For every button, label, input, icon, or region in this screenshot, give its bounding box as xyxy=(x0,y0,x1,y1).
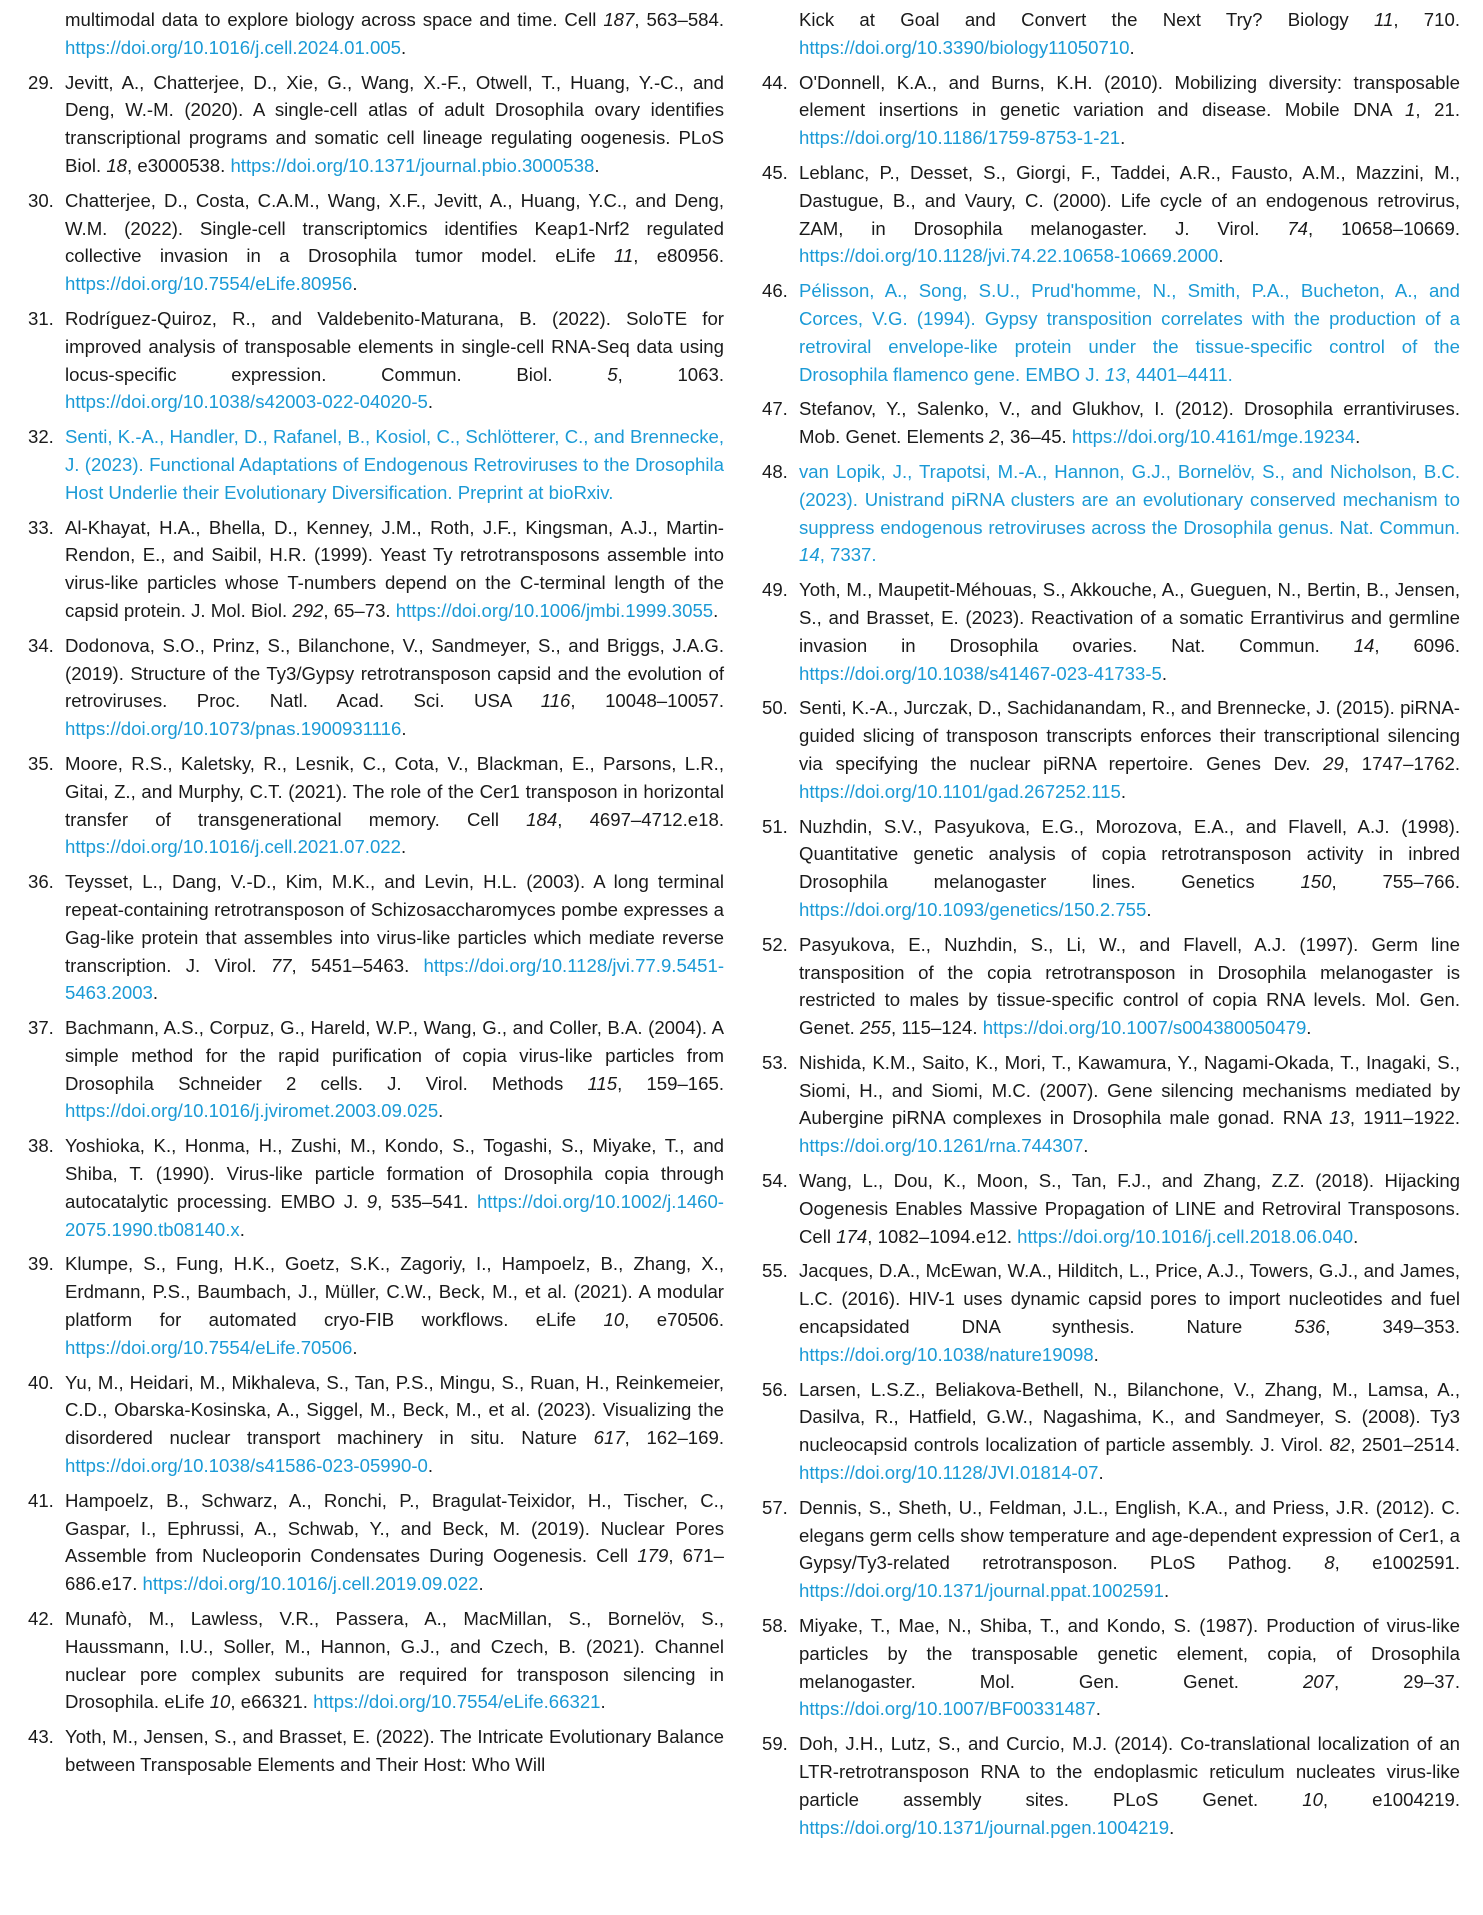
reference-number: 44. xyxy=(762,71,788,93)
reference-text: van Lopik, J., Trapotsi, M.-A., Hannon, G.J., Bornelöv, S., and Nicholson, B.C. (2023). Unistrand piRNA clusters are an evolutionary conserved mechanism to suppress endogenous retroviruses across the Drosophila genus. Nat. Commun. xyxy=(799,460,1460,538)
reference-continuation xyxy=(28,6,724,62)
reference-pages: , 162–169. xyxy=(624,1427,724,1449)
doi-link[interactable]: https://doi.org/10.1186/1759-8753-1-21 xyxy=(799,127,1121,149)
doi-link[interactable]: https://doi.org/10.1371/journal.pbio.3000538 xyxy=(230,154,595,176)
reference-volume: 116 xyxy=(540,690,571,712)
reference-item xyxy=(28,868,724,1007)
reference-item xyxy=(762,1494,1460,1605)
doi-link[interactable]: https://doi.org/10.3390/biology11050710 xyxy=(799,36,1130,58)
doi-link[interactable]: https://doi.org/10.1016/j.cell.2024.01.005 xyxy=(65,36,401,58)
reference-number: 49. xyxy=(762,579,788,601)
reference-pages: , 10658–10669. xyxy=(1308,217,1460,239)
reference-item xyxy=(28,1487,724,1598)
reference-number: 54. xyxy=(762,1170,788,1192)
doi-link[interactable]: https://doi.org/10.1038/s42003-022-04020-5 xyxy=(65,391,428,413)
reference-number: 45. xyxy=(762,161,788,183)
reference-end: . xyxy=(1129,36,1135,58)
reference-pages: , 1082–1094.e12. xyxy=(867,1225,1018,1247)
reference-item xyxy=(762,159,1460,270)
reference-volume: 9 xyxy=(366,1190,378,1212)
reference-end: . xyxy=(239,1218,245,1240)
reference-volume: 536 xyxy=(1294,1316,1326,1338)
reference-number: 41. xyxy=(28,1489,54,1511)
reference-number: 58. xyxy=(762,1615,788,1637)
reference-volume: 13 xyxy=(1329,1107,1350,1129)
reference-item xyxy=(28,423,724,506)
reference-number: 59. xyxy=(762,1733,788,1755)
doi-link[interactable]: https://doi.org/10.4161/mge.19234 xyxy=(1071,426,1356,448)
reference-end: . xyxy=(1353,1225,1359,1247)
reference-pages: , 1747–1762. xyxy=(1343,752,1460,774)
reference-volume: 5 xyxy=(607,363,618,385)
doi-link[interactable]: https://doi.org/10.1006/jmbi.1999.3055 xyxy=(395,599,714,621)
reference-pages: , 115–124. xyxy=(891,1017,983,1039)
reference-volume: 187 xyxy=(603,9,635,30)
reference-item xyxy=(762,277,1460,388)
reference-text: Kick at Goal and Convert the Next Try? Biology xyxy=(799,9,1375,30)
reference-text: multimodal data to explore biology across space and time. Cell xyxy=(65,9,604,30)
reference-number: 50. xyxy=(762,697,788,719)
doi-link[interactable]: https://doi.org/10.1038/nature19098 xyxy=(799,1343,1094,1365)
reference-text: Wang, L., Dou, K., Moon, S., Tan, F.J., and Zhang, Z.Z. (2018). Hijacking Oogenesis Enables Massive Propagation of LINE and Retroviral Transposons. Cell xyxy=(799,1170,1460,1247)
reference-item xyxy=(762,1257,1460,1368)
reference-end: . xyxy=(1120,127,1126,149)
reference-end: . xyxy=(1169,1816,1175,1838)
reference-pages: , 10048–10057. xyxy=(570,690,725,712)
reference-end: . xyxy=(1218,245,1224,267)
reference-volume: 617 xyxy=(593,1427,625,1449)
reference-item xyxy=(28,1014,724,1125)
reference-end: . xyxy=(1163,1580,1170,1602)
reference-item xyxy=(762,576,1460,687)
reference-item xyxy=(28,69,724,180)
reference-volume: 255 xyxy=(859,1017,892,1039)
references-right-column xyxy=(762,6,1460,1848)
reference-end: . xyxy=(1095,1698,1101,1720)
reference-text: Chatterjee, D., Costa, C.A.M., Wang, X.F., Jevitt, A., Huang, Y.C., and Deng, W.M. (2022). Single-cell transcriptomics identifies Keap1-Nrf2 regulated collective invasion in a Drosophila tumor model. eLife xyxy=(65,189,724,267)
reference-volume: 13 xyxy=(1104,363,1126,385)
reference-number: 56. xyxy=(762,1378,788,1400)
reference-volume: 10 xyxy=(209,1691,231,1713)
doi-link[interactable]: https://doi.org/10.1073/pnas.1900931116 xyxy=(65,718,402,740)
reference-pages: , 4401–4411. xyxy=(1125,363,1233,385)
reference-text: Yoth, M., Jensen, S., and Brasset, E. (2022). The Intricate Evolutionary Balance between Transposable Elements and Their Host: Who Will xyxy=(65,1726,724,1776)
reference-item xyxy=(762,395,1460,451)
doi-link[interactable]: https://doi.org/10.7554/eLife.70506 xyxy=(65,1336,353,1358)
reference-number: 38. xyxy=(28,1135,54,1157)
doi-link[interactable]: https://doi.org/10.1128/jvi.77.9.5451-5463.2003 xyxy=(65,954,725,1004)
reference-text: Nishida, K.M., Saito, K., Mori, T., Kawamura, Y., Nagami-Okada, T., Inagaki, S., Siomi, H., and Siomi, M.C. (2007). Gene silencing mechanisms mediated by Aubergine piRNA complexes in Drosophila male gonad. RNA xyxy=(799,1051,1460,1129)
reference-volume: 184 xyxy=(526,808,558,830)
reference-pages: , 21. xyxy=(1415,99,1460,121)
reference-end: . xyxy=(478,1573,484,1595)
reference-pages: , 36–45. xyxy=(999,426,1072,448)
reference-item xyxy=(762,1167,1460,1250)
reference-pages: , 1911–1922. xyxy=(1349,1107,1460,1129)
reference-volume: 1 xyxy=(1405,99,1416,121)
reference-number: 29. xyxy=(28,71,54,93)
reference-volume: 18 xyxy=(106,154,128,176)
doi-link[interactable]: https://doi.org/10.1002/j.1460-2075.1990.tb08140.x xyxy=(65,1190,724,1240)
reference-text: Moore, R.S., Kaletsky, R., Lesnik, C., Cota, V., Blackman, E., Parsons, L.R., Gitai, Z., and Murphy, C.T. (2021). The role of the Cer1 transposon in horizontal transfer of transgenerational memory. Cell xyxy=(65,752,724,830)
reference-number: 30. xyxy=(28,189,54,211)
reference-pages: , 65–73. xyxy=(323,599,396,621)
reference-item xyxy=(28,305,724,416)
reference-volume: 2 xyxy=(989,426,1000,448)
reference-text: Rodríguez-Quiroz, R., and Valdebenito-Maturana, B. (2022). SoloTE for improved analysis of transposable elements in single-cell RNA-Seq data using locus-specific expression. Commun. Biol. xyxy=(65,307,724,385)
reference-pages: , 4697–4712.e18. xyxy=(557,808,724,830)
doi-link[interactable]: https://doi.org/10.1101/gad.267252.115 xyxy=(799,780,1121,802)
reference-number: 57. xyxy=(762,1496,788,1518)
reference-end: . xyxy=(1083,1135,1089,1157)
reference-end: . xyxy=(1093,1343,1099,1365)
reference-volume: 207 xyxy=(1302,1670,1334,1692)
reference-text: Jevitt, A., Chatterjee, D., Xie, G., Wang, X.-F., Otwell, T., Huang, Y.-C., and Deng, W.-M. (2020). A single-cell atlas of adult Drosophila ovary identifies transcriptional programs and somatic cell lineage regulating oogenesis. PLoS Biol. xyxy=(65,71,724,176)
reference-number: 40. xyxy=(28,1371,54,1393)
reference-item xyxy=(28,1250,724,1361)
reference-item xyxy=(762,694,1460,805)
reference-pages: , e1002591. xyxy=(1334,1552,1460,1574)
doi-link[interactable]: https://doi.org/10.1128/jvi.74.22.10658-10669.2000 xyxy=(799,245,1219,267)
doi-link[interactable]: https://doi.org/10.1007/s004380050479 xyxy=(982,1017,1307,1039)
reference-pages: , 29–37. xyxy=(1333,1670,1460,1692)
reference-pages: , e80956. xyxy=(633,245,725,267)
reference-pages: , 563–584. xyxy=(634,9,725,30)
reference-end: . xyxy=(438,1100,444,1122)
reference-text: Stefanov, Y., Salenko, V., and Glukhov, I. (2012). Drosophila errantiviruses. Mob. Genet. Elements xyxy=(799,398,1460,448)
doi-link[interactable]: https://doi.org/10.1038/s41586-023-05990-0 xyxy=(65,1455,428,1477)
reference-end: . xyxy=(1355,426,1361,448)
reference-text: Senti, K.-A., Handler, D., Rafanel, B., Kosiol, C., Schlötterer, C., and Brennecke, J. (2023). Functional Adaptations of Endogenous Retroviruses to the Drosophila Host Underlie their Evolutionary Diversification. Preprint at bioRxiv. xyxy=(65,426,724,503)
reference-end: . xyxy=(401,718,407,740)
reference-item xyxy=(762,1376,1460,1487)
doi-link[interactable]: https://doi.org/10.1038/s41467-023-41733-5 xyxy=(799,662,1162,684)
reference-volume: 29 xyxy=(1323,752,1344,774)
reference-pages: , e1004219. xyxy=(1322,1788,1460,1810)
reference-text: Nuzhdin, S.V., Pasyukova, E.G., Morozova, E.A., and Flavell, A.J. (1998). Quantitative genetic analysis of copia retrotransposon activity in inbred Drosophila melanogaster lines. Genetics xyxy=(799,815,1460,893)
reference-text: Senti, K.-A., Jurczak, D., Sachidanandam, R., and Brennecke, J. (2015). piRNA-guided slicing of transposon transcripts enforces their transcriptional silencing via specifying the nuclear piRNA repertoire. Genes Dev. xyxy=(799,697,1460,774)
reference-pages: , 2501–2514. xyxy=(1350,1434,1460,1456)
reference-volume: 174 xyxy=(836,1225,868,1247)
reference-text: Jacques, D.A., McEwan, W.A., Hilditch, L., Price, A.J., Towers, G.J., and James, L.C. (2016). HIV-1 uses dynamic capsid pores to import nucleotides and fuel encapsidated DNA synthesis. Nature xyxy=(799,1260,1460,1338)
reference-end: . xyxy=(152,982,159,1004)
reference-number: 52. xyxy=(762,933,788,955)
reference-pages: , 159–165. xyxy=(617,1072,724,1094)
reference-text: Yoshioka, K., Honma, H., Zushi, M., Kondo, S., Togashi, S., Miyake, T., and Shiba, T. (1990). Virus-like particle formation of Drosophila copia through autocatalytic processing. EMBO J. xyxy=(65,1135,724,1212)
doi-link[interactable]: https://doi.org/10.1016/j.jviromet.2003.09.025 xyxy=(65,1100,439,1122)
reference-pages: , 7337. xyxy=(819,544,877,566)
reference-end: . xyxy=(427,1455,434,1477)
reference-text: Pélisson, A., Song, S.U., Prud'homme, N., Smith, P.A., Bucheton, A., and Corces, V.G. (1994). Gypsy transposition correlates with the production of a retroviral envelope-like protein under the tissue-specific control of the Drosophila flamenco gene. EMBO J. xyxy=(799,280,1460,385)
reference-text: Klumpe, S., Fung, H.K., Goetz, S.K., Zagoriy, I., Hampoelz, B., Zhang, X., Erdmann, P.S., Baumbach, J., Müller, C.W., Beck, M., et al. (2021). A modular platform for automated cryo-FIB workflows. eLife xyxy=(65,1253,724,1331)
doi-link[interactable]: https://doi.org/10.1128/JVI.01814-07 xyxy=(799,1462,1099,1484)
reference-pages: , 349–353. xyxy=(1325,1316,1460,1338)
reference-text: Al-Khayat, H.A., Bhella, D., Kenney, J.M., Roth, J.F., Kingsman, A.J., Martin-Rendon, E., and Saibil, H.R. (1999). Yeast Ty retrotransposons assemble into virus-like particles whose T-numbers depend on the C-terminal length of the capsid protein. J. Mol. Biol. xyxy=(65,516,724,621)
reference-volume: 14 xyxy=(799,544,820,566)
reference-number: 35. xyxy=(28,752,54,774)
reference-item xyxy=(28,1369,724,1480)
doi-link[interactable]: https://doi.org/10.1371/journal.ppat.1002591 xyxy=(799,1580,1164,1602)
reference-end: . xyxy=(400,36,407,58)
reference-volume: 8 xyxy=(1324,1552,1335,1574)
reference-pages: , 5451–5463. xyxy=(291,954,424,976)
reference-item xyxy=(28,1723,724,1779)
reference-item xyxy=(28,1132,724,1243)
reference-item xyxy=(28,632,724,743)
reference-item xyxy=(762,813,1460,924)
reference-end: . xyxy=(1161,662,1168,684)
doi-link[interactable]: https://doi.org/10.7554/eLife.80956 xyxy=(65,273,353,295)
reference-pages: , 6096. xyxy=(1374,634,1460,656)
reference-pages: , e70506. xyxy=(624,1309,725,1331)
reference-number: 31. xyxy=(28,307,54,329)
reference-pages: , 1063. xyxy=(617,363,724,385)
reference-number: 36. xyxy=(28,871,54,893)
reference-end: . xyxy=(713,599,719,621)
reference-text: Doh, J.H., Lutz, S., and Curcio, M.J. (2014). Co-translational localization of an LTR-retrotransposon RNA to the endoplasmic reticulum nucleates virus-like particle assembly sites. PLoS Genet. xyxy=(799,1733,1460,1810)
reference-text: Yoth, M., Maupetit-Méhouas, S., Akkouche, A., Gueguen, N., Bertin, B., Jensen, S., and Brasset, E. (2023). Reactivation of a somatic Errantivirus and germline invasion in Drosophila ovaries. Nat. Commun. xyxy=(799,579,1460,656)
reference-text: Leblanc, P., Desset, S., Giorgi, F., Taddei, A.R., Fausto, A.M., Mazzini, M., Dastugue, B., and Vaury, C. (2000). Life cycle of an endogenous retrovirus, ZAM, in Drosophila melanogaster. J. Virol. xyxy=(799,161,1460,239)
reference-item xyxy=(28,514,724,625)
reference-pages: , 535–541. xyxy=(377,1190,477,1212)
reference-text: Bachmann, A.S., Corpuz, G., Hareld, W.P., Wang, G., and Coller, B.A. (2004). A simple method for the rapid purification of copia virus-like particles from Drosophila Schneider 2 cells. J. Virol. Methods xyxy=(65,1017,724,1094)
doi-link[interactable]: https://doi.org/10.1007/BF00331487 xyxy=(799,1698,1096,1720)
reference-number: 33. xyxy=(28,516,54,538)
doi-link[interactable]: https://doi.org/10.1016/j.cell.2021.07.022 xyxy=(65,836,401,858)
reference-item xyxy=(762,1612,1460,1723)
reference-text: Hampoelz, B., Schwarz, A., Ronchi, P., Bragulat-Teixidor, H., Tischer, C., Gaspar, I., Ephrussi, A., Schwab, Y., and Beck, M. (2019). Nuclear Pores Assemble from Nucleoporin Condensates During Oogenesis. Cell xyxy=(65,1489,724,1567)
reference-text: Pasyukova, E., Nuzhdin, S., Li, W., and Flavell, A.J. (1997). Germ line transposition of the copia retrotransposon in Drosophila melanogaster is restricted to males by tissue-specific control of copia RNA levels. Mol. Gen. Genet. xyxy=(799,933,1460,1039)
reference-end: . xyxy=(594,154,600,176)
reference-volume: 74 xyxy=(1287,217,1309,239)
reference-volume: 115 xyxy=(587,1072,618,1094)
reference-number: 48. xyxy=(762,460,788,482)
reference-item xyxy=(762,458,1460,569)
reference-end: . xyxy=(1306,1017,1312,1039)
reference-continuation xyxy=(762,6,1460,62)
doi-link[interactable]: https://doi.org/10.1016/j.cell.2018.06.040 xyxy=(1017,1225,1354,1247)
reference-end: . xyxy=(1120,780,1127,802)
reference-item xyxy=(28,750,724,861)
reference-volume: 77 xyxy=(270,954,292,976)
reference-volume: 179 xyxy=(637,1545,669,1567)
reference-text: Teysset, L., Dang, V.-D., Kim, M.K., and Levin, H.L. (2003). A long terminal repeat-containing retrotransposon of Schizosaccharomyces pombe expresses a Gag-like protein that assembles into virus-like particles which mediate reverse transcription. J. Virol. xyxy=(65,871,724,976)
reference-number: 43. xyxy=(28,1726,54,1748)
reference-text: Dennis, S., Sheth, U., Feldman, J.L., English, K.A., and Priess, J.R. (2012). C. elegans germ cells show temperature and age-dependent expression of Cer1, a Gypsy/Ty3-related retrotransposon. PLoS Pathog. xyxy=(799,1496,1460,1574)
reference-number: 32. xyxy=(28,426,54,448)
reference-end: . xyxy=(352,273,358,295)
reference-end: . xyxy=(400,836,407,858)
reference-volume: 11 xyxy=(613,245,634,267)
reference-volume: 14 xyxy=(1353,634,1375,656)
reference-volume: 82 xyxy=(1329,1434,1351,1456)
reference-number: 53. xyxy=(762,1051,788,1073)
reference-volume: 10 xyxy=(603,1309,625,1331)
reference-text: O'Donnell, K.A., and Burns, K.H. (2010). Mobilizing diversity: transposable element insertions in genetic variation and disease. Mobile DNA xyxy=(799,71,1460,121)
reference-item xyxy=(762,69,1460,152)
reference-item xyxy=(762,931,1460,1042)
doi-link[interactable]: https://doi.org/10.1371/journal.pgen.1004219 xyxy=(799,1816,1170,1838)
reference-number: 55. xyxy=(762,1260,788,1282)
reference-text: Dodonova, S.O., Prinz, S., Bilanchone, V., Sandmeyer, S., and Briggs, J.A.G. (2019). Structure of the Ty3/Gypsy retrotransposon capsid and the evolution of retroviruses. Proc. Natl. Acad. Sci. USA xyxy=(65,634,724,712)
reference-item xyxy=(28,1605,724,1716)
reference-text: Yu, M., Heidari, M., Mikhaleva, S., Tan, P.S., Mingu, S., Ruan, H., Reinkemeier, C.D., Obarska-Kosinska, A., Siggel, M., Beck, M., et al. (2023). Visualizing the disordered nuclear transport machinery in situ. Nature xyxy=(65,1371,724,1449)
reference-text: Miyake, T., Mae, N., Shiba, T., and Kondo, S. (1987). Production of virus-like particles by the transposable genetic element, copia, of Drosophila melanogaster. Mol. Gen. Genet. xyxy=(799,1615,1460,1692)
doi-link[interactable]: https://doi.org/10.1016/j.cell.2019.09.022 xyxy=(142,1573,479,1595)
reference-item xyxy=(762,1049,1460,1160)
reference-number: 46. xyxy=(762,280,788,302)
reference-number: 34. xyxy=(28,634,54,656)
reference-pages: , 671–686.e17. xyxy=(65,1545,724,1595)
reference-text: Munafò, M., Lawless, V.R., Passera, A., MacMillan, S., Bornelöv, S., Haussmann, I.U., Soller, M., Hannon, G.J., and Czech, B. (2021). Channel nuclear pore complex subunits are required for transposon silencing in Drosophila. eLife xyxy=(65,1608,724,1713)
reference-volume: 11 xyxy=(1374,9,1394,30)
reference-volume: 150 xyxy=(1300,871,1332,893)
reference-end: . xyxy=(1146,898,1152,920)
reference-number: 39. xyxy=(28,1253,54,1275)
reference-number: 42. xyxy=(28,1608,54,1630)
reference-end: . xyxy=(1098,1462,1104,1484)
reference-pages: , e3000538. xyxy=(127,154,231,176)
reference-number: 51. xyxy=(762,815,788,837)
reference-end: . xyxy=(352,1336,358,1358)
reference-item xyxy=(28,187,724,298)
doi-link[interactable]: https://doi.org/10.1093/genetics/150.2.755 xyxy=(799,898,1147,920)
reference-pages: , 755–766. xyxy=(1331,871,1461,893)
reference-end: . xyxy=(427,391,434,413)
reference-text: Larsen, L.S.Z., Beliakova-Bethell, N., Bilanchone, V., Zhang, M., Lamsa, A., Dasilva, R., Hatfield, G.W., Nagashima, K., and Sandmeyer, S. (2008). Ty3 nucleocapsid controls localization of particle assembly. J. Virol. xyxy=(799,1378,1460,1456)
doi-link[interactable]: https://doi.org/10.1261/rna.744307 xyxy=(799,1135,1084,1157)
reference-end: . xyxy=(600,1691,606,1713)
reference-number: 37. xyxy=(28,1017,54,1039)
reference-volume: 292 xyxy=(292,599,324,621)
reference-pages: , 710. xyxy=(1393,9,1460,30)
reference-pages: , e66321. xyxy=(230,1691,314,1713)
reference-number: 47. xyxy=(762,398,788,420)
reference-item xyxy=(762,1730,1460,1841)
reference-volume: 10 xyxy=(1302,1788,1323,1810)
references-left-column xyxy=(28,6,724,1786)
doi-link[interactable]: https://doi.org/10.7554/eLife.66321 xyxy=(313,1691,601,1713)
